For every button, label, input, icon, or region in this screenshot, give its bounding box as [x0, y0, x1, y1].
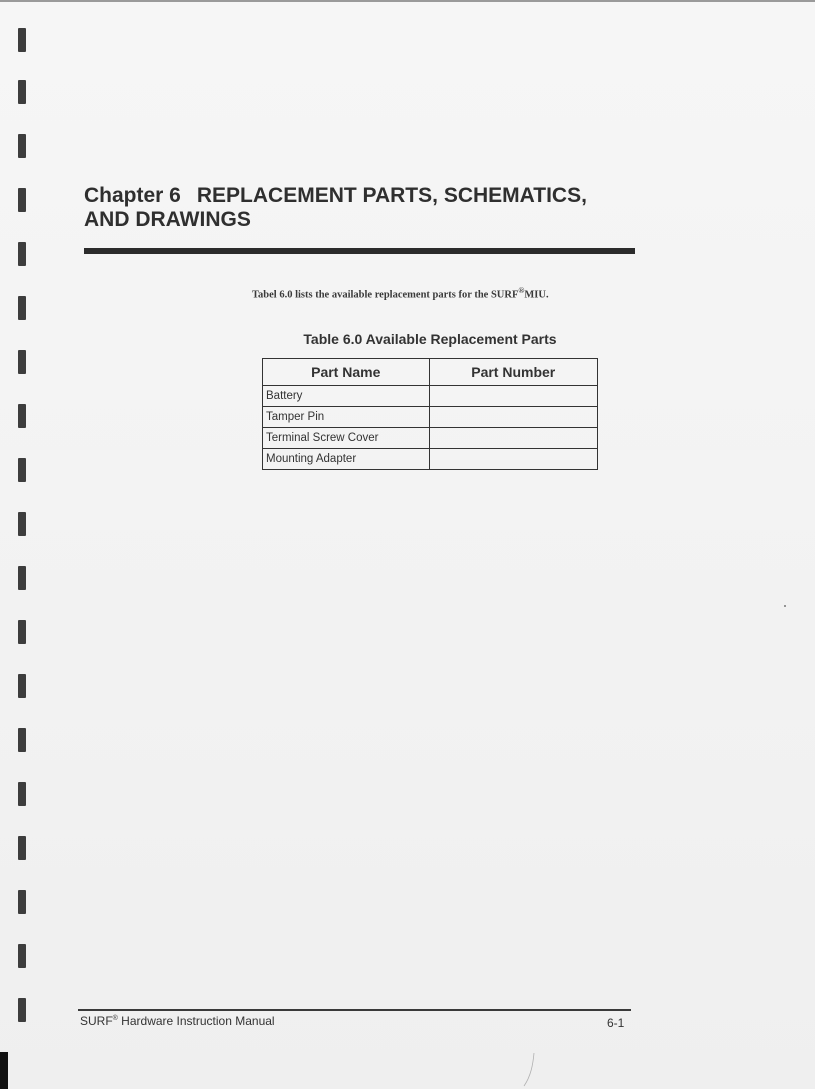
footer-manual-name: Hardware Instruction Manual [117, 1014, 275, 1028]
binding-hole [18, 620, 26, 644]
replacement-parts-table [262, 358, 598, 470]
binding-hole [18, 242, 26, 266]
part-number-cell [429, 407, 598, 428]
footer-manual-title [80, 1014, 275, 1028]
footer-brand: SURF [80, 1014, 113, 1028]
binding-hole [18, 782, 26, 806]
binding-hole [18, 458, 26, 482]
table-row [263, 428, 598, 449]
column-header-part-name: Part Name [263, 359, 430, 386]
chapter-number: Chapter 6 [84, 184, 181, 207]
footer-rule [78, 1009, 631, 1011]
intro-paragraph [252, 286, 632, 301]
part-number-cell [429, 449, 598, 470]
page-top-edge [0, 0, 815, 2]
page-number: 6-1 [607, 1016, 625, 1030]
intro-text-end: MIU. [524, 289, 549, 301]
binding-hole [18, 566, 26, 590]
binding-hole [18, 944, 26, 968]
part-name-cell: Tamper Pin [263, 407, 430, 428]
part-number-cell [429, 428, 598, 449]
table-row [263, 386, 598, 407]
binding-hole [18, 728, 26, 752]
binding-hole [18, 674, 26, 698]
scan-corner-mark [0, 1052, 8, 1089]
registered-mark: ® [518, 286, 525, 295]
heading-rule [84, 248, 635, 254]
table-row [263, 449, 598, 470]
table-row [263, 407, 598, 428]
binding-hole [18, 350, 26, 374]
chapter-title-line1: REPLACEMENT PARTS, SCHEMATICS, [196, 184, 587, 207]
binding-hole [18, 188, 26, 212]
scan-speck [784, 605, 786, 607]
table-caption: Table 6.0 Available Replacement Parts [303, 331, 557, 347]
binding-hole [18, 404, 26, 428]
part-name-cell: Mounting Adapter [263, 449, 430, 470]
binding-hole [18, 28, 26, 52]
table-header-row [263, 359, 598, 386]
pencil-stroke-mark [522, 1052, 536, 1088]
chapter-heading [84, 184, 644, 232]
binding-hole [18, 512, 26, 536]
part-name-cell: Battery [263, 386, 430, 407]
binding-hole [18, 836, 26, 860]
binding-hole [18, 998, 26, 1022]
binding-hole [18, 296, 26, 320]
part-name-cell: Terminal Screw Cover [263, 428, 430, 449]
chapter-title-line2: AND DRAWINGS [84, 208, 251, 231]
column-header-part-number: Part Number [429, 359, 598, 386]
binding-hole [18, 890, 26, 914]
intro-text: Tabel 6.0 lists the available replacement parts for the SURF [252, 289, 519, 301]
binding-hole [18, 134, 26, 158]
footer-registered-mark: ® [112, 1015, 118, 1022]
part-number-cell [429, 386, 598, 407]
binding-hole [18, 80, 26, 104]
